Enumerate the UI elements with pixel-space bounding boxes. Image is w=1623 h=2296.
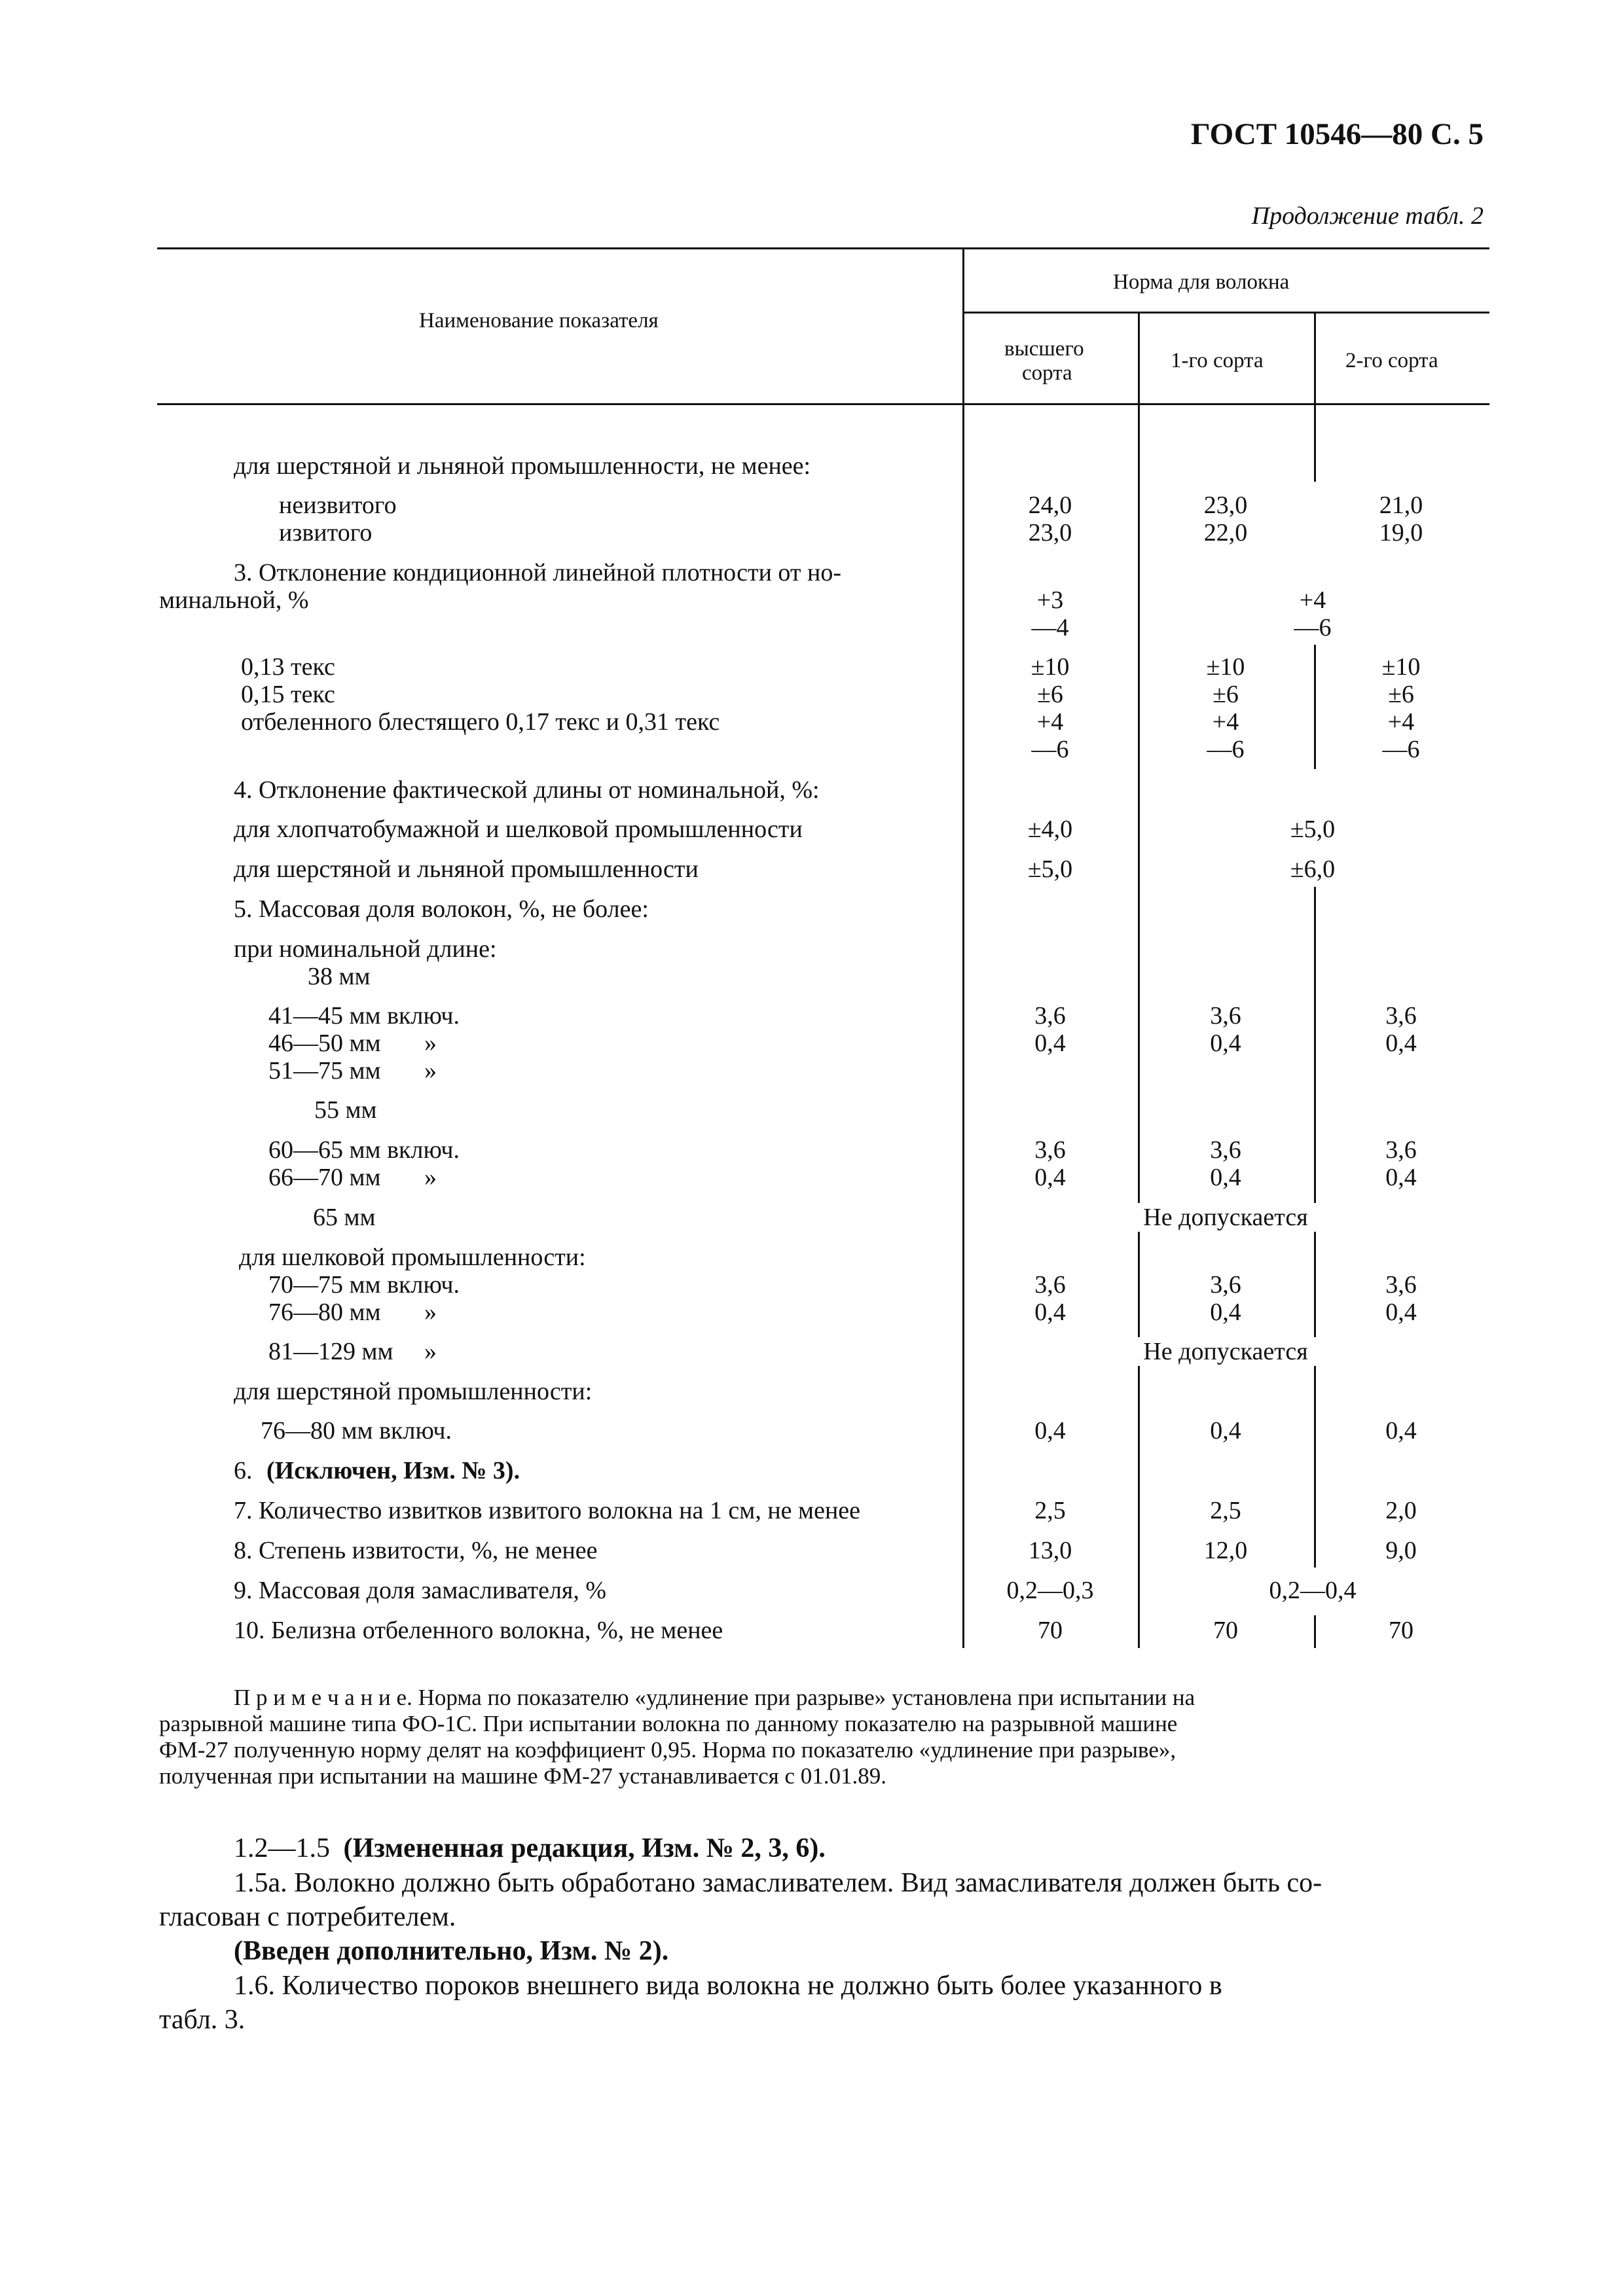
column-header-name: Наименование показателя [419, 309, 659, 332]
table-row-label: для шелковой промышленности: [239, 1244, 586, 1271]
table-cell: 12,0 [1203, 1537, 1248, 1564]
table-cell: 0,2—0,3 [1006, 1577, 1094, 1604]
table-cell: 0,4 [1034, 1030, 1066, 1057]
table-cell-merged: —6 [1294, 614, 1332, 641]
table-row-label: 66—70 мм [268, 1164, 381, 1191]
table-cell: 3,6 [1385, 1136, 1417, 1164]
table-cell: 3,6 [1210, 1002, 1241, 1030]
note-line: П р и м е ч а н и е. Норма по показателю «удлинение при разрыве» установлена при испытании на [234, 1685, 1195, 1710]
amendment-note: (Введен дополнительно, Изм. № 2). [234, 1936, 669, 1966]
table-cell: 22,0 [1203, 519, 1248, 547]
amendment-note: (Измененная редакция, Изм. № 2, 3, 6). [343, 1833, 826, 1863]
table-cell: 2,0 [1385, 1497, 1417, 1524]
table-cell: 0,4 [1034, 1164, 1066, 1191]
table-cell: +3 [1036, 586, 1064, 614]
paragraph-1-2 [234, 1833, 826, 1864]
table-row-label: для шерстяной промышленности: [234, 1378, 593, 1405]
table-row-label: для хлопчатобумажной и шелковой промышленности [234, 816, 803, 843]
note-line: разрывной машине типа ФО-1С. При испытании волокна по данному показателю на разрывной машине [159, 1711, 1178, 1736]
note-line: полученная при испытании на машине ФМ-27 устанавливается с 01.01.89. [159, 1763, 887, 1789]
table-row-label: 46—50 мм [268, 1030, 381, 1057]
table-row-label: 81—129 мм [268, 1338, 393, 1365]
table-cell: 3,6 [1385, 1002, 1417, 1030]
table-header-bottom-rule [157, 403, 1489, 405]
paragraph-1-5a-line: гласован с потребителем. [159, 1902, 456, 1932]
column-divider-2 [1138, 312, 1140, 1648]
ditto-mark: » [424, 1299, 437, 1326]
column-divider-3-d [1314, 1230, 1316, 1342]
table-cell: 70 [1038, 1617, 1063, 1644]
table-row-label: 76—80 мм включ. [261, 1417, 452, 1444]
column-divider-3-e [1314, 1365, 1316, 1568]
table-cell-merged: ±6,0 [1290, 855, 1336, 883]
excluded-note: (Исключен, Изм. № 3). [266, 1457, 520, 1484]
page-header: ГОСТ 10546—80 С. 5 [1190, 117, 1484, 151]
table-row-label: для шерстяной и льняной промышленности, не менее: [234, 452, 811, 480]
table-cell-not-allowed: Не допускается [1095, 1203, 1357, 1232]
norm-header-rule [963, 312, 1489, 314]
table-cell: —6 [1207, 736, 1245, 763]
table-row-label: 9. Массовая доля замасливателя, % [234, 1577, 607, 1604]
table-row-label: неизвитого [279, 492, 397, 519]
table-row-label: для шерстяной и льняной промышленности [234, 855, 699, 883]
table-cell: —6 [1382, 736, 1420, 763]
table-cell: 19,0 [1379, 519, 1423, 547]
paragraph-1-5a-line: 1.5а. Волокно должно быть обработано замасливателем. Вид замасливателя должен быть со- [234, 1868, 1322, 1898]
table-row-label: при номинальной длине: [234, 935, 497, 963]
table-continuation-label: Продолжение табл. 2 [1251, 202, 1484, 230]
table-cell-merged: 0,2—0,4 [1269, 1577, 1357, 1604]
table-row-label: 65 мм [313, 1204, 376, 1231]
table-cell: 0,4 [1385, 1030, 1417, 1057]
paragraph-1-6-line: 1.6. Количество пороков внешнего вида волокна не должно быть более указанного в [234, 1971, 1222, 2001]
table-cell-not-allowed: Не допускается [1095, 1337, 1357, 1366]
grade-header-highest-2: сорта [1022, 361, 1072, 385]
table-cell: 23,0 [1028, 519, 1072, 547]
table-cell: 2,5 [1210, 1497, 1241, 1524]
table-cell: 13,0 [1028, 1537, 1072, 1564]
table-cell: 0,4 [1034, 1417, 1066, 1444]
table-cell: 0,4 [1210, 1417, 1241, 1444]
table-cell: 70 [1389, 1617, 1413, 1644]
ditto-mark: » [424, 1164, 437, 1191]
table-cell: 3,6 [1034, 1136, 1066, 1164]
table-cell-merged: ±5,0 [1290, 816, 1336, 843]
table-row-label [234, 1456, 520, 1485]
table-cell: 0,4 [1034, 1299, 1066, 1326]
table-cell: —6 [1031, 736, 1069, 763]
table-row-label: 51—75 мм [268, 1057, 381, 1085]
column-divider-1 [962, 247, 964, 1648]
table-row-label: 38 мм [308, 963, 371, 990]
table-row-label: 55 мм [314, 1096, 377, 1124]
table-top-rule [157, 247, 1489, 249]
table-cell: 3,6 [1034, 1002, 1066, 1030]
item-number: 6. [234, 1457, 253, 1484]
table-row-label: 4. Отклонение фактической длины от номинальной, %: [234, 776, 820, 804]
table-cell: 21,0 [1379, 492, 1423, 519]
table-cell: —4 [1031, 614, 1069, 641]
table-cell: 70 [1213, 1617, 1238, 1644]
grade-header-highest-1: высшего [1004, 337, 1084, 361]
table-cell: ±10 [1381, 653, 1421, 681]
table-row-label: 76—80 мм [268, 1299, 381, 1326]
grade-header-second: 2-го сорта [1345, 349, 1438, 372]
table-cell: 3,6 [1210, 1271, 1241, 1299]
paragraph-1-6-line: табл. 3. [159, 2005, 246, 2035]
grade-header-first: 1-го сорта [1171, 349, 1264, 372]
table-cell-merged: +4 [1299, 586, 1326, 614]
table-row-label: 3. Отклонение кондиционной линейной плотности от но- [234, 559, 842, 586]
table-cell: ±6 [1037, 681, 1063, 708]
column-divider-3-f [1314, 1615, 1316, 1648]
column-divider-3-c [1314, 887, 1316, 1214]
table-row-label: 10. Белизна отбеленного волокна, %, не менее [234, 1617, 723, 1644]
table-cell: ±10 [1030, 653, 1070, 681]
column-divider-3-header [1314, 312, 1316, 403]
ditto-mark: » [424, 1030, 437, 1057]
table-row-label: 0,15 текс [241, 681, 335, 708]
table-cell: 3,6 [1034, 1271, 1066, 1299]
table-cell: 0,4 [1385, 1164, 1417, 1191]
table-cell: 2,5 [1034, 1497, 1066, 1524]
table-row-label: 8. Степень извитости, %, не менее [234, 1537, 598, 1564]
table-row-label: 7. Количество извитков извитого волокна на 1 см, не менее [234, 1497, 861, 1524]
table-cell: ±10 [1206, 653, 1245, 681]
table-cell: 0,4 [1210, 1030, 1241, 1057]
column-divider-3-upper [1314, 403, 1316, 482]
table-cell: 0,4 [1210, 1299, 1241, 1326]
table-row-label: минальной, % [159, 586, 309, 614]
table-cell: 24,0 [1028, 492, 1072, 519]
table-cell: 9,0 [1385, 1537, 1417, 1564]
table-cell: 3,6 [1385, 1271, 1417, 1299]
table-row-label: 0,13 текс [241, 653, 335, 681]
table-cell: 23,0 [1203, 492, 1248, 519]
table-cell: +4 [1387, 708, 1415, 736]
column-divider-3-b [1314, 645, 1316, 769]
table-cell: ±6 [1213, 681, 1239, 708]
table-row-label: отбеленного блестящего 0,17 текс и 0,31 текс [241, 708, 720, 736]
table-row-label: извитого [279, 519, 373, 547]
table-cell: +4 [1036, 708, 1064, 736]
paragraph-number: 1.2—1.5 [234, 1833, 330, 1863]
table-row-label: 41—45 мм включ. [268, 1002, 460, 1030]
ditto-mark: » [424, 1057, 437, 1085]
table-cell: +4 [1212, 708, 1239, 736]
table-cell: ±5,0 [1027, 855, 1073, 883]
note-line: ФМ-27 полученную норму делят на коэффициент 0,95. Норма по показателю «удлинение при разрыве», [159, 1737, 1176, 1763]
norm-header: Норма для волокна [1113, 270, 1290, 294]
table-cell: 0,4 [1385, 1417, 1417, 1444]
table-cell: ±4,0 [1027, 816, 1073, 843]
ditto-mark: » [424, 1338, 437, 1365]
table-cell: 0,4 [1210, 1164, 1241, 1191]
table-row-label: 70—75 мм включ. [268, 1271, 460, 1299]
table-cell: 0,4 [1385, 1299, 1417, 1326]
table-row-label: 5. Массовая доля волокон, %, не более: [234, 895, 649, 923]
table-row-label: 60—65 мм включ. [268, 1136, 460, 1164]
table-cell: 3,6 [1210, 1136, 1241, 1164]
table-cell: ±6 [1388, 681, 1414, 708]
